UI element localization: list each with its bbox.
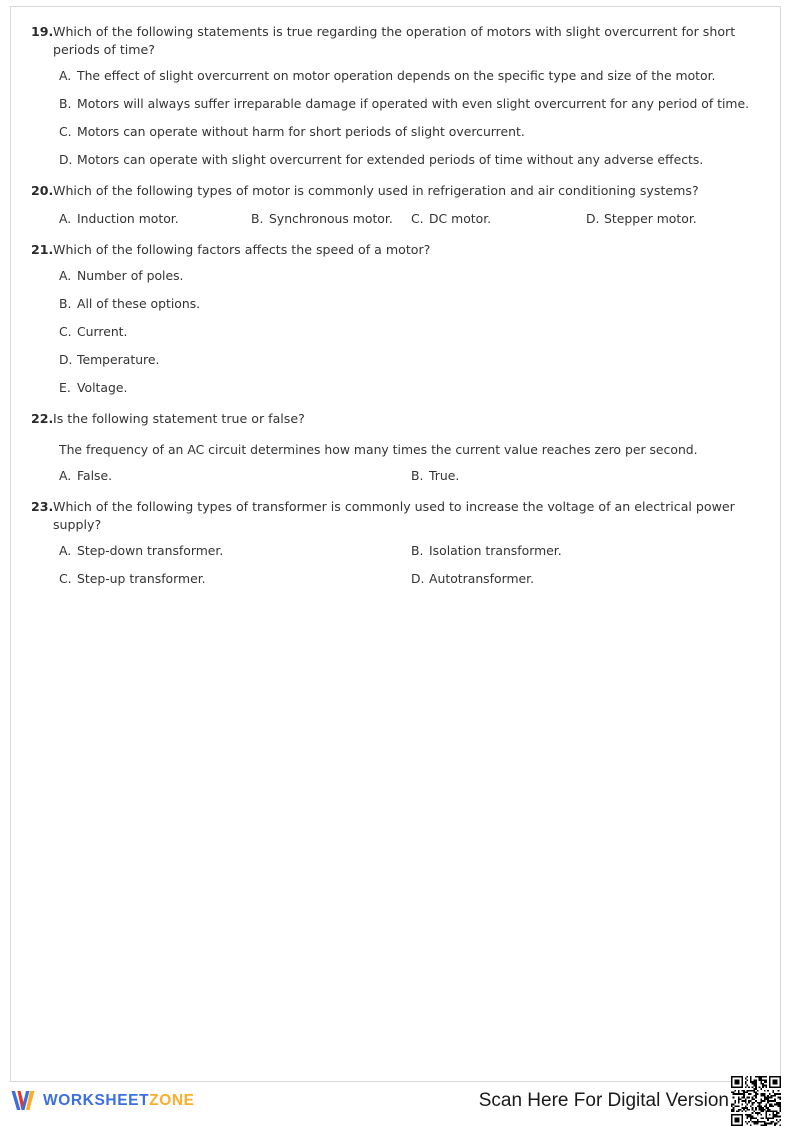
- answer-options: [59, 467, 766, 485]
- question-header: [25, 182, 766, 200]
- logo-w-icon: [10, 1090, 36, 1112]
- option-text: Synchronous motor.: [269, 211, 393, 226]
- brand-primary-text: WORKSHEET: [43, 1092, 150, 1109]
- option-letter: E.: [59, 380, 71, 395]
- question-header: [25, 241, 766, 259]
- answer-option[interactable]: [59, 210, 251, 228]
- option-letter: A.: [59, 268, 72, 283]
- option-letter: A.: [59, 211, 72, 226]
- page-footer: [10, 1086, 781, 1116]
- option-letter: D.: [411, 571, 425, 586]
- answer-option[interactable]: [59, 570, 411, 588]
- question-header: [25, 23, 766, 59]
- option-letter: A.: [59, 68, 72, 83]
- option-letter: C.: [59, 571, 72, 586]
- option-text: The effect of slight overcurrent on motor operation depends on the specific type and size of the motor.: [77, 68, 716, 83]
- scan-label: Scan Here For Digital Version: [478, 1090, 729, 1111]
- option-letter: A.: [59, 543, 72, 558]
- question-text: Is the following statement true or false?: [53, 411, 305, 426]
- option-text: Number of poles.: [77, 268, 184, 283]
- option-letter: C.: [59, 324, 72, 339]
- answer-options: [59, 542, 766, 588]
- answer-option[interactable]: [59, 467, 411, 485]
- answer-options: [59, 67, 766, 169]
- brand-secondary-text: ZONE: [149, 1092, 195, 1109]
- question-text: Which of the following statements is true regarding the operation of motors with slight overcurrent for short periods of time?: [53, 24, 736, 57]
- question-text: Which of the following types of motor is commonly used in refrigeration and air conditioning systems?: [53, 183, 699, 198]
- answer-options: [59, 267, 766, 397]
- option-text: Stepper motor.: [604, 211, 697, 226]
- answer-options: [59, 210, 766, 228]
- option-text: Induction motor.: [77, 211, 179, 226]
- answer-option[interactable]: [59, 542, 411, 560]
- option-letter: B.: [411, 543, 424, 558]
- question-block: [25, 23, 766, 169]
- option-text: DC motor.: [429, 211, 492, 226]
- option-text: Step-down transformer.: [77, 543, 224, 558]
- question-text: Which of the following types of transformer is commonly used to increase the voltage of an electrical power supply?: [53, 499, 735, 532]
- answer-option[interactable]: [411, 467, 766, 485]
- answer-option[interactable]: [59, 267, 766, 285]
- answer-option[interactable]: [59, 67, 766, 85]
- answer-option[interactable]: [251, 210, 411, 228]
- question-number: 21.: [31, 242, 54, 257]
- question-block: [25, 182, 766, 228]
- option-text: Temperature.: [77, 352, 160, 367]
- question-block: [25, 241, 766, 397]
- answer-option[interactable]: [411, 210, 586, 228]
- option-letter: B.: [59, 296, 72, 311]
- question-block: [25, 498, 766, 588]
- question-header: [25, 498, 766, 534]
- option-text: Current.: [77, 324, 128, 339]
- brand-wordmark: [43, 1092, 195, 1110]
- answer-option[interactable]: [59, 379, 766, 397]
- answer-option[interactable]: [411, 570, 766, 588]
- question-statement: The frequency of an AC circuit determines how many times the current value reaches zero per second.: [59, 442, 698, 457]
- answer-option[interactable]: [59, 95, 766, 113]
- option-letter: C.: [59, 124, 72, 139]
- qr-code[interactable]: [731, 1076, 781, 1126]
- option-text: False.: [77, 468, 113, 483]
- answer-option[interactable]: [59, 123, 766, 141]
- question-block: [25, 410, 766, 485]
- option-letter: D.: [59, 352, 73, 367]
- option-letter: A.: [59, 468, 72, 483]
- worksheet-page: [10, 6, 781, 1082]
- answer-option[interactable]: [59, 323, 766, 341]
- question-header: [25, 410, 766, 428]
- question-number: 20.: [31, 183, 54, 198]
- option-letter: B.: [411, 468, 424, 483]
- answer-option[interactable]: [586, 210, 697, 228]
- option-text: All of these options.: [77, 296, 201, 311]
- option-text: Voltage.: [77, 380, 128, 395]
- option-letter: B.: [251, 211, 264, 226]
- option-text: Motors can operate without harm for short periods of slight overcurrent.: [77, 124, 525, 139]
- questions-container: [11, 7, 780, 588]
- option-text: Autotransformer.: [429, 571, 535, 586]
- option-text: Motors can operate with slight overcurrent for extended periods of time without any adverse effects.: [77, 152, 704, 167]
- option-text: Motors will always suffer irreparable damage if operated with even slight overcurrent for any period of time.: [77, 96, 750, 111]
- option-text: True.: [429, 468, 460, 483]
- answer-option[interactable]: [411, 542, 766, 560]
- option-letter: D.: [59, 152, 73, 167]
- answer-option[interactable]: [59, 295, 766, 313]
- option-text: Isolation transformer.: [429, 543, 562, 558]
- question-number: 22.: [31, 411, 54, 426]
- scan-section: [479, 1076, 781, 1126]
- option-letter: B.: [59, 96, 72, 111]
- option-letter: C.: [411, 211, 424, 226]
- answer-option[interactable]: [59, 151, 766, 169]
- question-number: 23.: [31, 499, 54, 514]
- answer-option[interactable]: [59, 351, 766, 369]
- worksheet-zone-logo: [10, 1090, 195, 1112]
- question-text: Which of the following factors affects the speed of a motor?: [53, 242, 431, 257]
- option-letter: D.: [586, 211, 600, 226]
- question-number: 19.: [31, 24, 54, 39]
- option-text: Step-up transformer.: [77, 571, 206, 586]
